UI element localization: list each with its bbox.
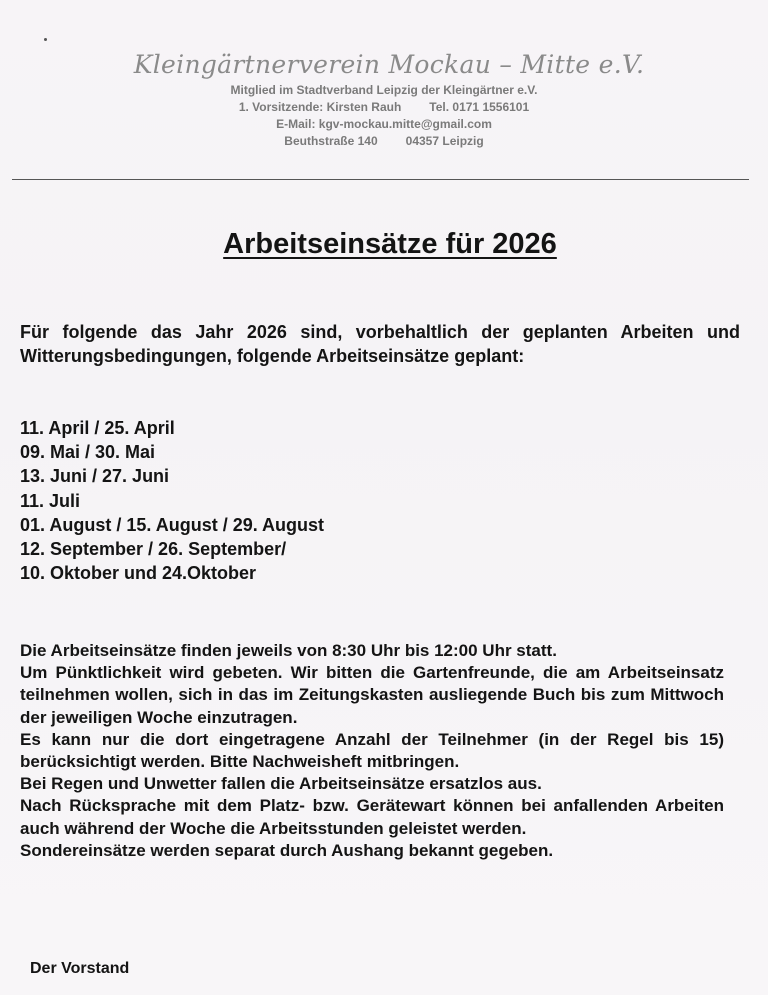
letterhead-divider <box>12 179 749 180</box>
date-item: 10. Oktober und 24.Oktober <box>20 563 257 584</box>
date-item: 09. Mai / 30. Mai <box>20 442 156 463</box>
email-line: E-Mail: kgv-mockau.mitte@gmail.com <box>276 117 492 131</box>
date-item: 01. August / 15. August / 29. August <box>20 514 325 535</box>
date-item: 11. April / 25. April <box>20 418 175 438</box>
paper-speck <box>44 38 47 41</box>
intro-paragraph: Für folgende das Jahr 2026 sind, vorbehaltlich der geplanten Arbeiten und Witterungsbedingungen, folgende Arbeitseinsätze geplant: <box>20 322 740 366</box>
weather-line: Bei Regen und Unwetter fallen die Arbeitseinsätze ersatzlos aus. <box>20 774 542 794</box>
date-item: 12. September / 26. September/ <box>20 539 287 560</box>
letterhead <box>0 48 768 150</box>
phone-number: Tel. 0171 1556101 <box>429 100 530 114</box>
city-address: 04357 Leipzig <box>405 134 484 148</box>
date-item: 13. Juni / 27. Juni <box>20 466 170 487</box>
dates-list <box>20 416 740 585</box>
details-section <box>20 640 724 862</box>
chair-name: 1. Vorsitzende: Kirsten Rauh <box>238 100 402 114</box>
contact-line <box>0 99 768 116</box>
membership-line: Mitglied im Stadtverband Leipzig der Kleingärtner e.V. <box>230 83 538 97</box>
limit-paragraph: Es kann nur die dort eingetragene Anzahl der Teilnehmer (in der Regel bis 15) berücksichtigt werden. Bitte Nachweisheft mitbringen. <box>20 729 724 772</box>
street-address: Beuthstraße 140 <box>284 134 378 148</box>
date-item: 11. Juli <box>20 490 81 511</box>
alternative-paragraph: Nach Rücksprache mit dem Platz- bzw. Gerätewart können bei anfallenden Arbeiten auch während der Woche die Arbeitsstunden geleistet werden. <box>20 796 724 838</box>
signature: Der Vorstand <box>30 960 130 977</box>
page-title-wrapper <box>0 224 768 264</box>
special-line: Sondereinsätze werden separat durch Aushang bekannt gegeben. <box>20 840 554 860</box>
time-line: Die Arbeitseinsätze finden jeweils von 8:30 Uhr bis 12:00 Uhr statt. <box>20 641 557 660</box>
registration-paragraph: Um Pünktlichkeit wird gebeten. Wir bitten die Gartenfreunde, die am Arbeitseinsatz teilnehmen wollen, sich in das im Zeitungskasten ausliegende Buch bis zum Mittwoch der jeweiligen Woche einzutragen. <box>20 663 724 727</box>
page-title: Arbeitseinsätze für 2026 <box>223 228 557 260</box>
address-line <box>0 133 768 150</box>
club-name: Kleingärtnerverein Mockau – Mitte e.V. <box>133 50 645 79</box>
